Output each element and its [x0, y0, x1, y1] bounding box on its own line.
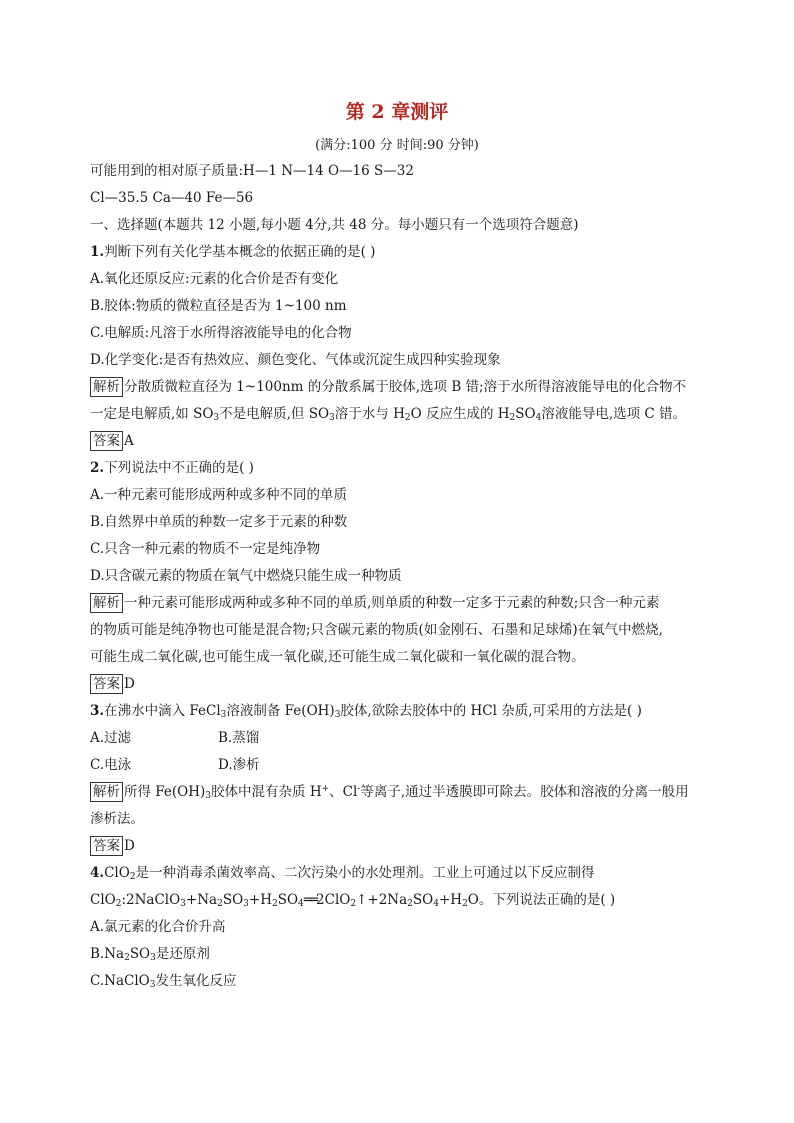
question-3-option-c: C.电泳	[90, 757, 132, 773]
question-1-stem: 1.判断下列有关化学基本概念的依据正确的是( )	[90, 244, 376, 260]
question-2-analysis-cont: 的物质可能是纯净物也可能是混合物;只含碳元素的物质(如金刚石、石墨和足球烯)在氧气中燃烧,	[90, 622, 663, 638]
question-2-answer: 答案 D	[90, 671, 730, 698]
question-1-analysis-cont: 一定是电解质,如 $SO_3$不是电解质,但 $SO_3$溶于水与 $H_2O$ 反应生成的 $H_2SO_4$溶液能导电,选项 C 错。	[90, 406, 687, 423]
question-3-options-row-2	[90, 752, 730, 779]
question-1-option-a: A.氧化还原反应:元素的化合价是否有变化	[90, 271, 339, 287]
answer-label: 答案	[90, 431, 123, 451]
question-1-option-c: C.电解质:凡溶于水所得溶液能导电的化合物	[90, 325, 352, 341]
equals-sign: ══	[303, 892, 317, 908]
analysis-label: 解析	[90, 377, 123, 397]
question-4-option-a: A.氯元素的化合价升高	[90, 919, 226, 935]
answer-label: 答案	[90, 836, 123, 856]
question-4-option-c: C.NaClO$_3$发生氧化反应	[90, 973, 237, 990]
question-2-option-b: B.自然界中单质的种数一定多于元素的种数	[90, 514, 348, 530]
question-4-equation: $ClO_2:2NaClO_3+Na_2SO_3+H_2SO_4══2ClO_2↑+2Na_2SO_4+H_2O$。下列说法正确的是( )	[90, 892, 616, 909]
question-2-option-c: C.只含一种元素的物质不一定是纯净物	[90, 541, 321, 557]
question-3-options-row-1	[90, 725, 730, 752]
question-1-option-d: D.化学变化:是否有热效应、颜色变化、气体或沉淀生成四种实验现象	[90, 352, 501, 368]
question-4-stem: 4.ClO$_2$是一种消毒杀菌效率高、二次污染小的水处理剂。工业上可通过以下反应制得	[90, 865, 595, 882]
question-number: 3.	[90, 703, 105, 719]
section-heading: 一、选择题(本题共 12 小题,每小题 4分,共 48 分。每小题只有一个选项符合题意)	[90, 217, 579, 233]
answer-label: 答案	[90, 674, 123, 694]
question-2-stem: 2.下列说法中不正确的是( )	[90, 460, 254, 476]
question-1-answer: 答案 A	[90, 428, 730, 455]
atomic-mass-line-2: Cl—35.5 Ca—40 Fe—56	[90, 190, 254, 206]
question-number: 4.	[90, 865, 105, 881]
question-1-option-b: B.胶体:物质的微粒直径是否为 1~100 nm	[90, 298, 347, 314]
question-3-option-d: D.渗析	[218, 757, 260, 773]
question-3-answer: 答案 D	[90, 833, 730, 860]
atomic-mass-line-1: 可能用到的相对原子质量:H—1 N—14 O—16 S—32	[90, 163, 414, 179]
question-1-analysis: 解析 分散质微粒直径为 1~100nm 的分散系属于胶体,选项 B 错;溶于水所得溶液能导电的化合物不	[90, 374, 730, 401]
question-3-analysis-cont: 渗析法。	[90, 811, 144, 827]
question-number: 1.	[90, 244, 105, 260]
analysis-label: 解析	[90, 593, 123, 613]
question-2-option-a: A.一种元素可能形成两种或多种不同的单质	[90, 487, 348, 503]
analysis-label: 解析	[90, 782, 123, 802]
question-4-option-b: $B.Na_2SO_3$是还原剂	[90, 946, 210, 963]
question-2-analysis-cont: 可能生成二氧化碳,也可能生成一氧化碳,还可能生成二氧化碳和一氧化碳的混合物。	[90, 649, 585, 665]
question-3-option-a: A.过滤	[90, 730, 132, 746]
question-2-analysis: 解析 一种元素可能形成两种或多种不同的单质,则单质的种数一定多于元素的种数;只含一种元素	[90, 590, 730, 617]
question-2-option-d: D.只含碳元素的物质在氧气中燃烧只能生成一种物质	[90, 568, 402, 584]
exam-info: (满分:100 分 时间:90 分钟)	[315, 138, 479, 153]
exam-content	[90, 158, 730, 995]
question-number: 2.	[90, 460, 105, 476]
question-3-option-b: B.蒸馏	[218, 730, 260, 746]
question-3-analysis: 解析 所得 $Fe(OH)_3$胶体中混有杂质 H+、Cl-等离子,通过半透膜即可除去。胶体和溶液的分离一般用	[90, 779, 730, 806]
question-3-stem: 3.在沸水中滴入 FeCl$_3$溶液制备 $Fe(OH)_3$胶体,欲除去胶体中的 HCl 杂质,可采用的方法是( )	[90, 703, 642, 720]
page-title: 第 2 章测评	[345, 101, 449, 123]
